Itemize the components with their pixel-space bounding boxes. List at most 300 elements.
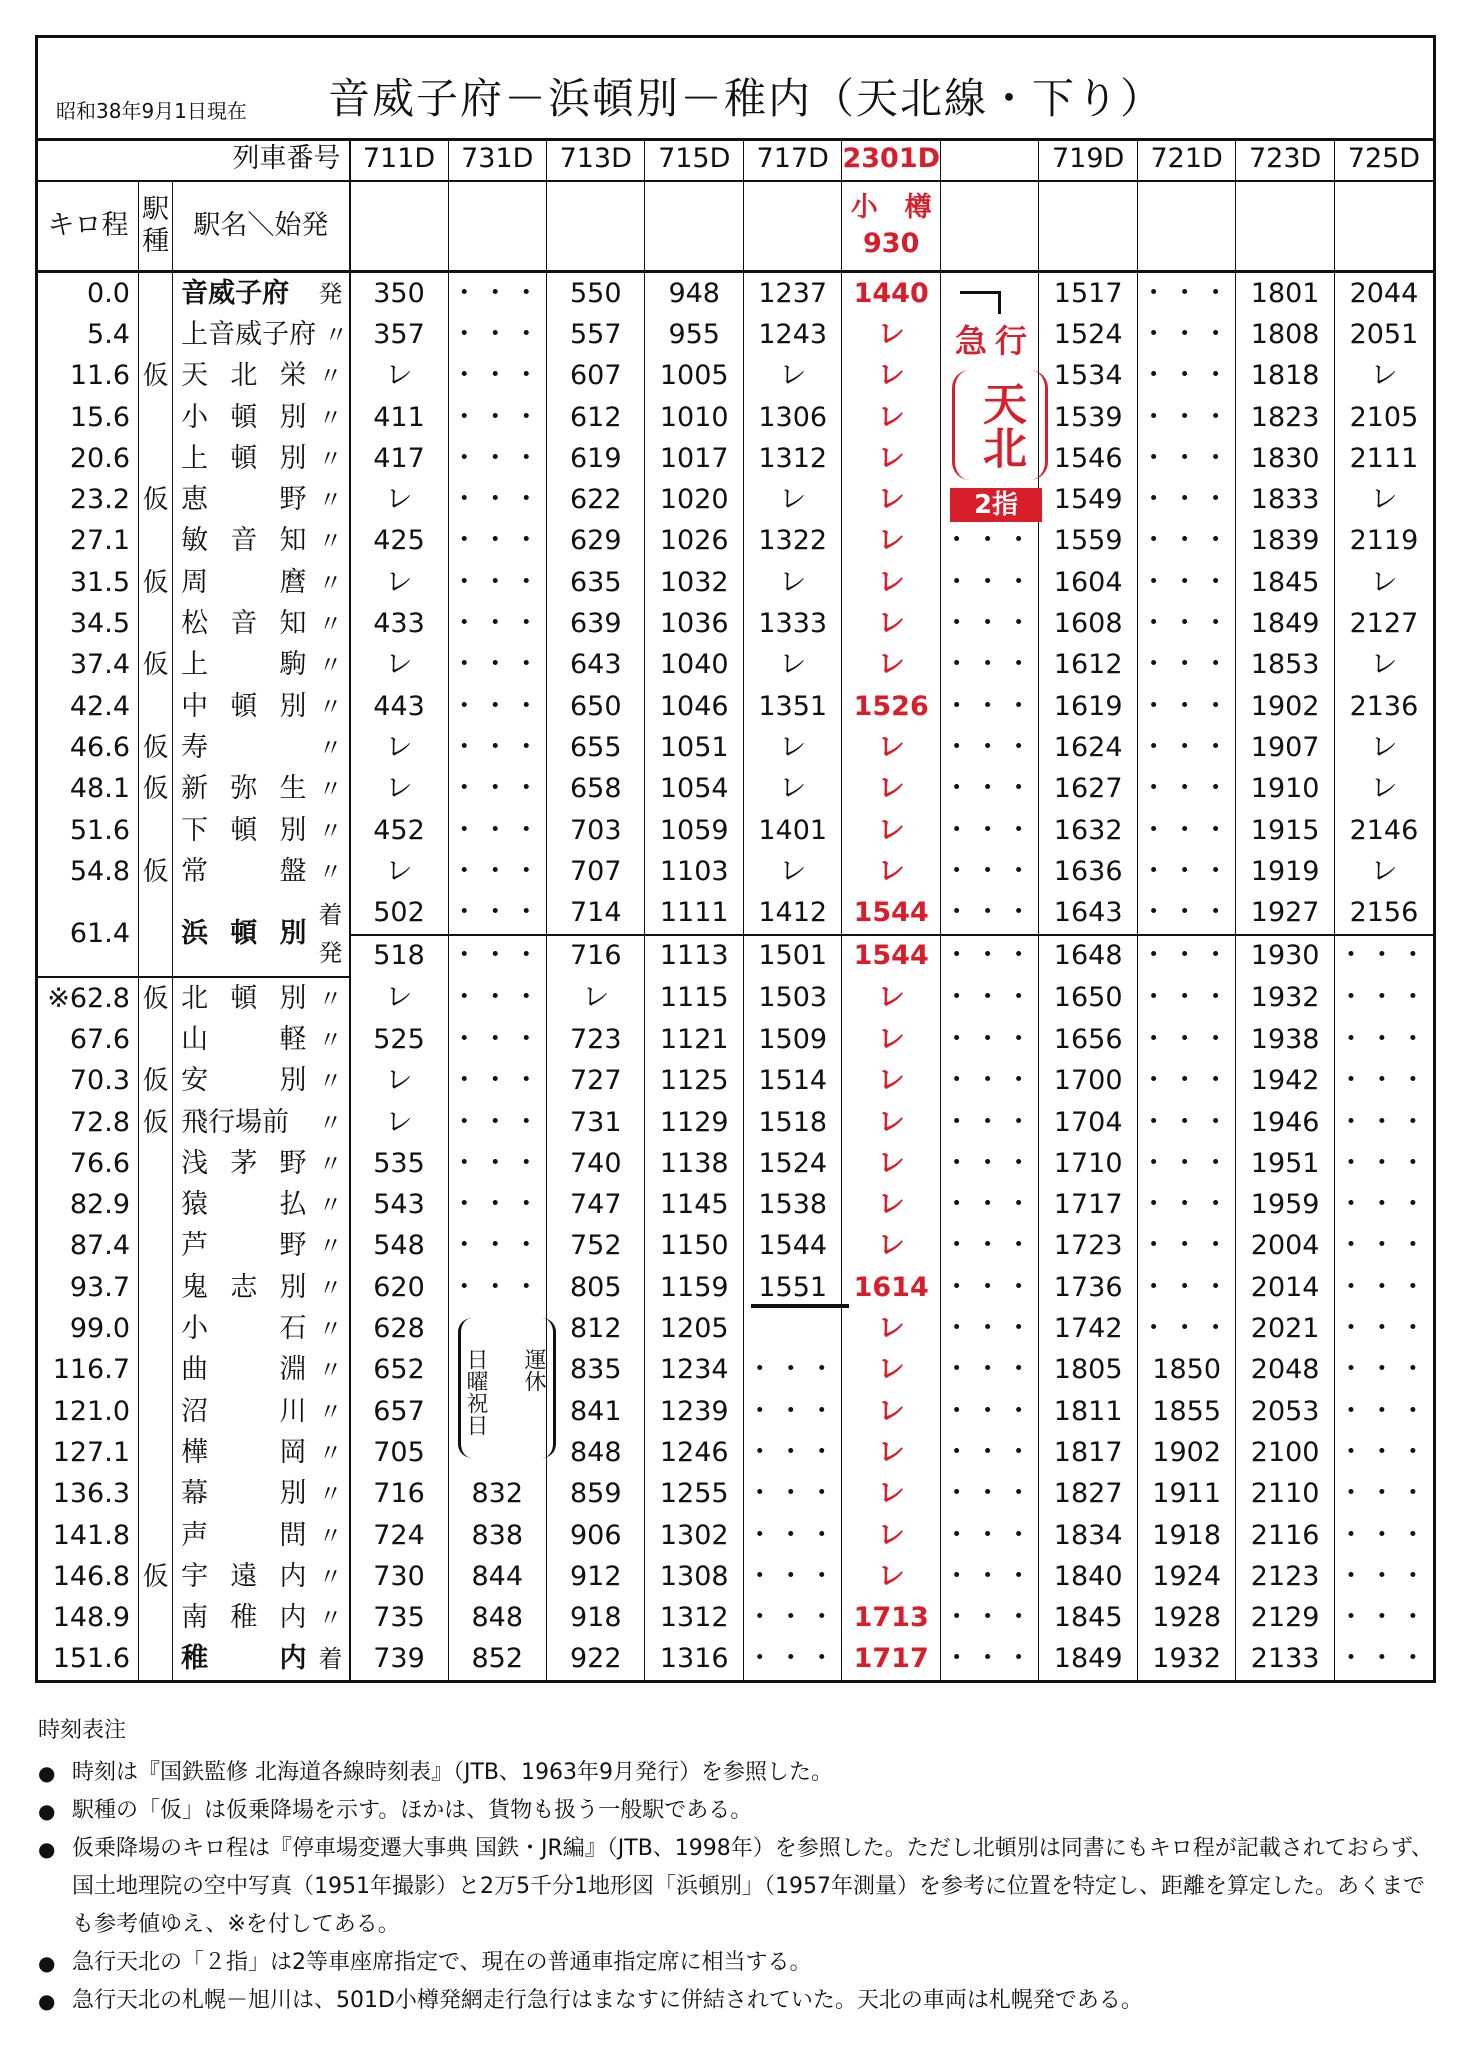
station-name: 芦野 (181, 1230, 307, 1262)
time-cell: 2119 (1334, 521, 1433, 562)
station-mark: 〃 (318, 1108, 343, 1137)
time-cell: 1017 (645, 438, 743, 479)
table-row (38, 356, 1433, 397)
time-cell: 1539 (1039, 397, 1137, 438)
time-cell: ・・・ (448, 935, 546, 977)
time-cell: 652 (350, 1350, 448, 1391)
time-cell: 747 (547, 1185, 645, 1226)
time-cell: ・・・ (448, 1102, 546, 1143)
time-cell: ・・・ (1137, 1019, 1235, 1060)
time-cell: ・・・ (940, 1226, 1038, 1267)
station-name: 沼川 (181, 1395, 307, 1427)
time-cell: レ (350, 356, 448, 397)
table-row (38, 1391, 1433, 1432)
station-mark: 〃 (318, 1438, 343, 1467)
time-cell: 1051 (645, 727, 743, 768)
time-cell: 731 (547, 1102, 645, 1143)
time-cell: 1850 (1137, 1350, 1235, 1391)
station-type-cell (139, 438, 173, 479)
time-cell: 841 (547, 1391, 645, 1432)
time-cell: 724 (350, 1515, 448, 1556)
table-row (38, 1143, 1433, 1184)
time-cell: ・・・ (1137, 603, 1235, 644)
station-type-cell: 仮 (139, 1102, 173, 1143)
time-cell: ・・・ (448, 562, 546, 603)
time-cell: 1932 (1236, 977, 1334, 1019)
station-name: 常盤 (181, 855, 307, 887)
time-cell: 1517 (1039, 272, 1137, 315)
station-cell (173, 1350, 350, 1391)
time-cell: 832 (448, 1474, 546, 1515)
time-cell: ・・・ (1334, 1143, 1433, 1184)
time-cell: 1907 (1236, 727, 1334, 768)
note-item: ● 急行天北の「２指」は2等車座席指定で、現在の普通車指定席に相当する。 (38, 1944, 1438, 1982)
station-type-cell: 仮 (139, 977, 173, 1019)
time-cell: レ (842, 1474, 940, 1515)
station-name: 浜頓別 (181, 918, 307, 950)
time-cell: ・・・ (448, 1143, 546, 1184)
time-cell: 2044 (1334, 272, 1433, 315)
station-cell (173, 810, 350, 851)
km-cell: 72.8 (69, 1106, 130, 1138)
time-cell: 1704 (1039, 1102, 1137, 1143)
time-cell: 635 (547, 562, 645, 603)
table-row (38, 1556, 1433, 1597)
time-cell: ・・・ (1334, 1639, 1433, 1680)
km-cell: 151.6 (52, 1643, 130, 1675)
time-cell: レ (842, 1019, 940, 1060)
time-cell: レ (547, 977, 645, 1019)
time-cell: 1524 (743, 1143, 841, 1184)
time-cell: 1246 (645, 1432, 743, 1473)
time-cell: ・・・ (448, 727, 546, 768)
time-cell: ・・・ (448, 479, 546, 520)
time-cell: 1627 (1039, 769, 1137, 810)
time-cell: 948 (645, 272, 743, 315)
time-cell: ・・・ (1137, 810, 1235, 851)
time-cell: 1518 (743, 1102, 841, 1143)
km-cell: 93.7 (69, 1271, 130, 1303)
time-cell: 2110 (1236, 1474, 1334, 1515)
time-cell: 1650 (1039, 977, 1137, 1019)
station-mark: 〃 (318, 1273, 343, 1302)
time-cell: レ (842, 1143, 940, 1184)
time-cell: ・・・ (1334, 1226, 1433, 1267)
time-cell: 1849 (1236, 603, 1334, 644)
time-cell: 1928 (1137, 1598, 1235, 1639)
express-bracket-line (960, 291, 1001, 314)
time-cell: 1855 (1137, 1391, 1235, 1432)
time-cell: 622 (547, 479, 645, 520)
table-row (38, 1598, 1433, 1639)
time-cell: レ (1334, 479, 1433, 520)
station-type-cell (139, 1019, 173, 1060)
time-cell: ・・・ (1137, 438, 1235, 479)
time-cell: 433 (350, 603, 448, 644)
time-cell: レ (350, 977, 448, 1019)
station-cell (173, 1185, 350, 1226)
station-name: 樺岡 (181, 1436, 307, 1468)
train-number: 725D (1334, 138, 1433, 181)
note-item: ● 駅種の「仮」は仮乗降場を示す。ほかは、貨物も扱う一般駅である。 (38, 1792, 1438, 1830)
time-cell: レ (1334, 562, 1433, 603)
time-cell: レ (1334, 727, 1433, 768)
km-cell: 51.6 (69, 814, 130, 846)
time-cell: 1713 (842, 1598, 940, 1639)
station-cell (173, 1391, 350, 1432)
time-cell: 2156 (1334, 892, 1433, 934)
station-type-cell (139, 1185, 173, 1226)
station-cell (173, 1308, 350, 1349)
time-cell: ・・・ (1137, 1185, 1235, 1226)
station-name: 浅茅野 (181, 1147, 307, 1179)
table-row (38, 314, 1433, 355)
time-cell: 723 (547, 1019, 645, 1060)
time-cell: 1614 (842, 1267, 940, 1308)
time-cell: 1046 (645, 686, 743, 727)
station-name: 恵野 (181, 484, 307, 516)
time-cell: 1255 (645, 1474, 743, 1515)
time-cell: ・・・ (940, 1267, 1038, 1308)
station-cell (173, 1515, 350, 1556)
express-name: 天北 (975, 381, 1026, 469)
time-cell: 848 (547, 1432, 645, 1473)
station-type-cell (139, 1474, 173, 1515)
station-mark: 〃 (318, 1149, 343, 1178)
station-mark: 〃 (324, 320, 349, 349)
km-header: キロ程 (38, 181, 139, 272)
time-cell: レ (743, 562, 841, 603)
time-cell: 1811 (1039, 1391, 1137, 1432)
train-number: 711D (350, 138, 448, 181)
time-cell: ・・・ (743, 1432, 841, 1473)
time-cell: 357 (350, 314, 448, 355)
time-cell: 1005 (645, 356, 743, 397)
station-type-cell: 仮 (139, 851, 173, 892)
station-mark: 〃 (318, 816, 343, 845)
origin-time: 930 (863, 228, 920, 259)
station-type-cell: 仮 (139, 562, 173, 603)
train-number-row (38, 138, 1433, 181)
time-cell: 629 (547, 521, 645, 562)
table-row (38, 438, 1433, 479)
time-cell: ・・・ (743, 1515, 841, 1556)
suspension-note (463, 1348, 545, 1436)
station-cell (173, 727, 350, 768)
time-cell: ・・・ (1137, 1267, 1235, 1308)
time-cell: ・・・ (1334, 935, 1433, 977)
km-cell: 15.6 (69, 401, 130, 433)
station-mark: 〃 (318, 1562, 343, 1591)
station-cell (173, 686, 350, 727)
time-cell: 1656 (1039, 1019, 1137, 1060)
time-cell: レ (842, 1061, 940, 1102)
time-cell: 1902 (1236, 686, 1334, 727)
station-cell (173, 892, 350, 977)
time-cell: レ (743, 479, 841, 520)
station-mark: 〃 (318, 1232, 343, 1261)
time-cell: ・・・ (1334, 1350, 1433, 1391)
time-cell: 1827 (1039, 1474, 1137, 1515)
station-name: 寿 (181, 731, 209, 763)
station-mark: 〃 (318, 1025, 343, 1054)
time-cell: 1351 (743, 686, 841, 727)
time-cell: ・・・ (1334, 1515, 1433, 1556)
time-cell: 1145 (645, 1185, 743, 1226)
time-cell: 1020 (645, 479, 743, 520)
station-mark: 〃 (318, 692, 343, 721)
time-cell: レ (743, 645, 841, 686)
time-cell: 1839 (1236, 521, 1334, 562)
table-row (38, 645, 1433, 686)
time-cell: レ (350, 851, 448, 892)
table-row (38, 892, 1433, 934)
station-cell (173, 1474, 350, 1515)
time-cell: 1234 (645, 1350, 743, 1391)
station-cell (173, 1556, 350, 1597)
time-cell: ・・・ (1137, 977, 1235, 1019)
time-cell: 739 (350, 1639, 448, 1680)
suspension-line-2: 運休 (521, 1348, 546, 1392)
time-cell: ・・・ (1334, 1308, 1433, 1349)
time-cell: ・・・ (1334, 1061, 1433, 1102)
station-cell (173, 645, 350, 686)
origin-cell (842, 181, 940, 272)
time-cell: 518 (350, 935, 448, 977)
note-item: ● 時刻は『国鉄監修 北海道各線時刻表』（JTB、1963年9月発行）を参照した。 (38, 1754, 1438, 1792)
time-cell: 1604 (1039, 562, 1137, 603)
station-cell (173, 479, 350, 520)
station-mark: 〃 (318, 733, 343, 762)
time-cell: 1736 (1039, 1267, 1137, 1308)
km-cell: 46.6 (69, 731, 130, 763)
time-cell: ・・・ (743, 1598, 841, 1639)
time-cell: ・・・ (1334, 1598, 1433, 1639)
time-cell: ・・・ (1137, 727, 1235, 768)
station-name: 天北栄 (181, 360, 307, 392)
station-mark: 発 (318, 939, 343, 968)
km-cell: 0.0 (87, 277, 130, 309)
station-mark: 〃 (318, 1356, 343, 1385)
km-cell: 37.4 (69, 649, 130, 681)
time-cell: レ (842, 314, 940, 355)
time-cell: レ (842, 521, 940, 562)
station-type-cell (139, 810, 173, 851)
time-cell: 805 (547, 1267, 645, 1308)
time-cell: ・・・ (743, 1391, 841, 1432)
km-cell: 146.8 (52, 1560, 130, 1592)
time-cell: ・・・ (448, 1019, 546, 1060)
time-cell: ・・・ (448, 1226, 546, 1267)
time-cell: 727 (547, 1061, 645, 1102)
time-cell: 1534 (1039, 356, 1137, 397)
time-cell: 1312 (743, 438, 841, 479)
km-cell: 31.5 (69, 566, 130, 598)
time-cell: 1501 (743, 935, 841, 977)
time-cell: 2053 (1236, 1391, 1334, 1432)
time-cell: 1026 (645, 521, 743, 562)
time-cell: ・・・ (940, 1474, 1038, 1515)
station-cell (173, 603, 350, 644)
time-cell: 1054 (645, 769, 743, 810)
station-name: 上頓別 (181, 442, 307, 474)
time-cell: レ (842, 397, 940, 438)
table-row (38, 562, 1433, 603)
time-cell: 2116 (1236, 1515, 1334, 1556)
time-cell: 705 (350, 1432, 448, 1473)
time-cell: 1853 (1236, 645, 1334, 686)
km-cell: 87.4 (69, 1230, 130, 1262)
time-cell: ・・・ (1137, 479, 1235, 520)
station-type-cell (139, 1598, 173, 1639)
time-cell: ・・・ (940, 1308, 1038, 1349)
time-cell: 2123 (1236, 1556, 1334, 1597)
note-item: ● 急行天北の札幌－旭川は、501D小樽発網走行急行はまなすに併結されていた。天北の車両は札幌発である。 (38, 1982, 1438, 2020)
time-cell: ・・・ (1137, 397, 1235, 438)
time-cell: ・・・ (940, 562, 1038, 603)
time-cell: 2048 (1236, 1350, 1334, 1391)
time-cell: 922 (547, 1639, 645, 1680)
time-cell: 2021 (1236, 1308, 1334, 1349)
time-cell: 1845 (1236, 562, 1334, 603)
time-cell: 1915 (1236, 810, 1334, 851)
time-cell: 844 (448, 1556, 546, 1597)
time-cell: レ (842, 1432, 940, 1473)
time-cell: ・・・ (448, 603, 546, 644)
train-number: 731D (448, 138, 546, 181)
time-cell: ・・・ (1334, 1391, 1433, 1432)
time-cell: レ (350, 479, 448, 520)
time-cell: 1125 (645, 1061, 743, 1102)
notes (38, 1712, 1438, 2020)
origin-station: 小 樽 (850, 192, 932, 223)
time-cell: ・・・ (1334, 1019, 1433, 1060)
km-cell: 20.6 (69, 442, 130, 474)
station-cell (173, 1639, 350, 1680)
table-row (38, 1061, 1433, 1102)
time-cell: 1619 (1039, 686, 1137, 727)
time-cell: ・・・ (940, 1639, 1038, 1680)
time-cell: レ (743, 851, 841, 892)
time-cell: 730 (350, 1556, 448, 1597)
time-cell: 1612 (1039, 645, 1137, 686)
station-mark: 〃 (318, 486, 343, 515)
time-cell: ・・・ (448, 314, 546, 355)
station-cell (173, 1267, 350, 1308)
table-row (38, 1226, 1433, 1267)
time-cell: 1503 (743, 977, 841, 1019)
time-cell: 1538 (743, 1185, 841, 1226)
station-mark: 〃 (318, 1067, 343, 1096)
time-cell: 1930 (1236, 935, 1334, 977)
time-cell: 1845 (1039, 1598, 1137, 1639)
time-cell: 1559 (1039, 521, 1137, 562)
time-cell: 2051 (1334, 314, 1433, 355)
station-type-cell (139, 1391, 173, 1432)
time-cell: ・・・ (448, 892, 546, 934)
time-cell: ・・・ (743, 1556, 841, 1597)
time-cell: 1546 (1039, 438, 1137, 479)
km-cell: 76.6 (69, 1147, 130, 1179)
time-cell: 1717 (1039, 1185, 1137, 1226)
time-cell: ・・・ (1137, 272, 1235, 315)
time-cell: ・・・ (1137, 769, 1235, 810)
time-cell: 740 (547, 1143, 645, 1184)
time-cell: 1205 (645, 1308, 743, 1349)
station-cell (173, 1061, 350, 1102)
station-cell (173, 851, 350, 892)
station-name: 新弥生 (181, 773, 307, 805)
station-mark: 〃 (318, 984, 343, 1013)
time-cell: 1036 (645, 603, 743, 644)
time-cell: ・・・ (940, 1391, 1038, 1432)
time-cell: 1938 (1236, 1019, 1334, 1060)
time-cell: 906 (547, 1515, 645, 1556)
time-cell: 1902 (1137, 1432, 1235, 1473)
time-cell: 1805 (1039, 1350, 1137, 1391)
station-name: 上駒 (181, 649, 307, 681)
time-cell: 1636 (1039, 851, 1137, 892)
time-cell: 1551 (743, 1267, 841, 1308)
table-row (38, 1019, 1433, 1060)
time-cell: ・・・ (940, 727, 1038, 768)
station-mark: 〃 (318, 1480, 343, 1509)
time-cell: ・・・ (448, 521, 546, 562)
time-cell: ・・・ (1334, 1102, 1433, 1143)
time-cell: レ (842, 1185, 940, 1226)
time-cell: 852 (448, 1639, 546, 1680)
time-cell: ・・・ (1334, 1556, 1433, 1597)
time-cell: レ (842, 977, 940, 1019)
time-cell: ・・・ (940, 1350, 1038, 1391)
time-cell: 2100 (1236, 1432, 1334, 1473)
station-cell (173, 769, 350, 810)
time-cell: レ (1334, 356, 1433, 397)
km-cell: 148.9 (52, 1602, 130, 1634)
time-cell: 1910 (1236, 769, 1334, 810)
table-row (38, 521, 1433, 562)
time-cell: 1919 (1236, 851, 1334, 892)
km-cell: 70.3 (69, 1065, 130, 1097)
station-type-cell (139, 1267, 173, 1308)
station-type-cell (139, 314, 173, 355)
time-cell: 1840 (1039, 1556, 1137, 1597)
station-mark: 〃 (318, 1191, 343, 1220)
station-cell (173, 1019, 350, 1060)
time-cell: レ (842, 851, 940, 892)
time-cell: 655 (547, 727, 645, 768)
station-cell (173, 1102, 350, 1143)
time-cell: 639 (547, 603, 645, 644)
time-cell: ・・・ (448, 977, 546, 1019)
station-type-cell: 仮 (139, 645, 173, 686)
time-cell: 502 (350, 892, 448, 934)
station-type-cell (139, 521, 173, 562)
station-type-cell (139, 1226, 173, 1267)
station-type-cell (139, 1143, 173, 1184)
table-row (38, 1474, 1433, 1515)
time-cell: レ (842, 603, 940, 644)
time-cell: 557 (547, 314, 645, 355)
time-cell: 1608 (1039, 603, 1137, 644)
time-cell: 1833 (1236, 479, 1334, 520)
station-type-cell (139, 1639, 173, 1680)
time-cell: 703 (547, 810, 645, 851)
time-cell: 443 (350, 686, 448, 727)
km-cell: 48.1 (69, 773, 130, 805)
time-cell: 1823 (1236, 397, 1334, 438)
suspension-line-1: 日曜祝日 (463, 1348, 488, 1436)
